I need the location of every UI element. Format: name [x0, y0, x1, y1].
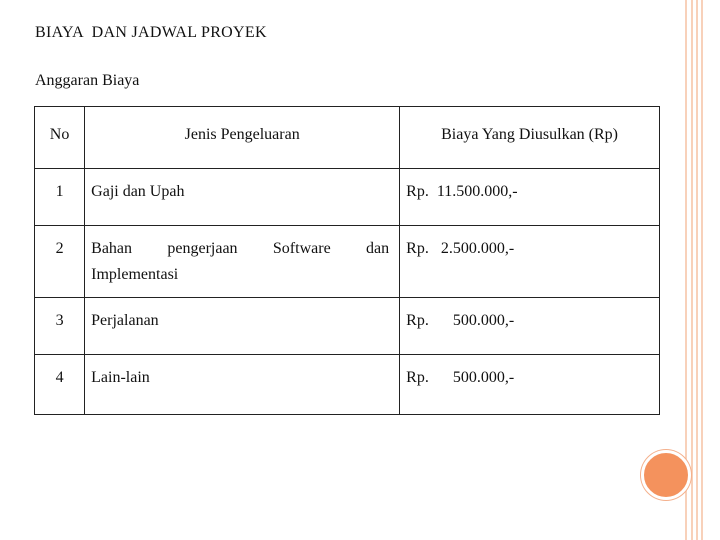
table-row: [35, 169, 660, 226]
budget-table: [34, 106, 660, 415]
currency-label: Rp.: [406, 240, 429, 257]
jenis-word: dan: [366, 240, 390, 257]
row-jenis: [85, 226, 400, 298]
table-row: [35, 226, 660, 298]
section-subtitle: Anggaran Biaya: [35, 72, 140, 89]
row-number: 4: [35, 355, 85, 415]
amount-value: 11.500.000,-: [436, 183, 518, 200]
header-biaya: Biaya Yang Diusulkan (Rp): [400, 107, 660, 169]
page-title: BIAYA DAN JADWAL PROYEK: [35, 24, 267, 41]
row-jenis: Gaji dan Upah: [85, 169, 400, 226]
jenis-line2: Implementasi: [91, 266, 179, 283]
row-biaya: [400, 355, 660, 415]
currency-label: Rp.: [406, 183, 429, 200]
row-biaya: [400, 298, 660, 355]
row-jenis: Perjalanan: [85, 298, 400, 355]
row-biaya: [400, 169, 660, 226]
jenis-word: Bahan: [91, 240, 133, 257]
table-header-row: [35, 107, 660, 169]
row-number: 2: [35, 226, 85, 298]
table-row: [35, 298, 660, 355]
header-no: No: [35, 107, 85, 169]
row-jenis: Lain-lain: [85, 355, 400, 415]
row-number: 3: [35, 298, 85, 355]
amount-value: 500.000,-: [452, 369, 515, 386]
jenis-word: Software: [272, 240, 331, 257]
decorative-orange-circle: [641, 450, 691, 500]
row-biaya: [400, 226, 660, 298]
table-row: [35, 355, 660, 415]
row-number: 1: [35, 169, 85, 226]
jenis-word: pengerjaan: [167, 240, 238, 257]
amount-value: 500.000,-: [452, 312, 515, 329]
header-jenis: Jenis Pengeluaran: [85, 107, 400, 169]
amount-value: 2.500.000,-: [440, 240, 515, 257]
currency-label: Rp.: [406, 312, 429, 329]
currency-label: Rp.: [406, 369, 429, 386]
